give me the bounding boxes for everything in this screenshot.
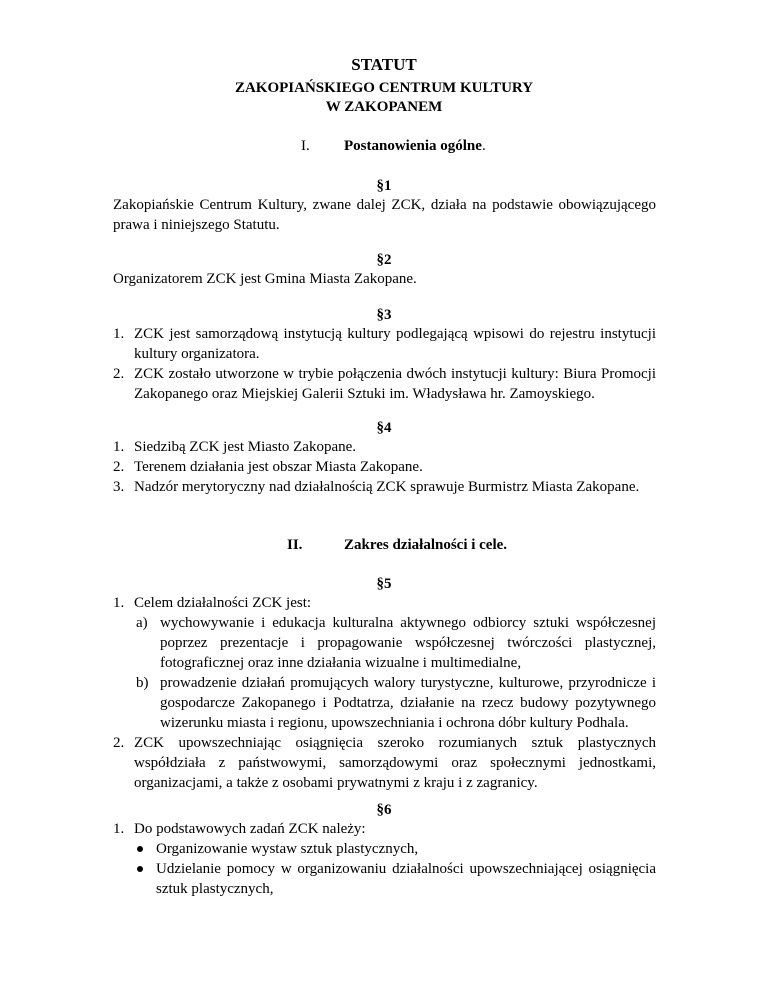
list-number: 1. <box>113 595 125 611</box>
list-item <box>113 733 656 793</box>
bullet-item-text: Organizowanie wystaw sztuk plastycznych, <box>156 841 419 857</box>
list-number: 1. <box>113 821 125 837</box>
paragraph-text: Zakopiańskie Centrum Kultury, zwane dalej ZCK, działa na podstawie obowiązującego prawa i niniejszego Statutu. <box>113 197 656 233</box>
bullet-icon <box>137 846 143 852</box>
paragraph-mark: §2 <box>376 252 392 268</box>
sub-list-item-text: prowadzenie działań promujących walory turystyczne, kulturowe, przyrodnicze i gospodarcze Zakopanego i Podtatrza, działanie na rzecz budowy pozytywnego wizerunku miasta i regionu, upowszechniania i ochrona dóbr kultury Podhala. <box>160 675 656 731</box>
paragraph-mark: §6 <box>376 802 392 818</box>
sub-list-letter: a) <box>136 615 148 631</box>
list-number: 2. <box>113 459 125 475</box>
chapter-title-end: . <box>481 138 486 154</box>
list-item-text: ZCK jest samorządową instytucją kultury podlegającą wpisowi do rejestru instytucji kultury organizatora. <box>134 326 656 362</box>
list-item <box>113 819 656 839</box>
paragraph-mark: §1 <box>376 178 392 194</box>
chapter-title: Zakres działalności i cele. <box>344 537 508 553</box>
paragraph-body <box>113 324 656 404</box>
paragraph-body <box>113 437 656 497</box>
paragraph-text: Organizatorem ZCK jest Gmina Miasta Zakopane. <box>113 271 417 287</box>
list-item-text: ZCK upowszechniając osiągnięcia szeroko rozumianych sztuk plastycznych współdziała z państwowymi, samorządowymi oraz społecznymi jednostkami, organizacjami, a także z osobami prywatnymi z kraju i z zagranicy. <box>134 735 656 791</box>
list-item-text: Do podstawowych zadań ZCK należy: <box>134 821 366 837</box>
sub-list-item-text: wychowywanie i edukacja kulturalna aktywnego odbiorcy sztuki współczesnej poprzez prezentacje i propagowanie współczesnej twórczości plastycznej, fotograficznej oraz inne działania wizualne i multimedialne, <box>160 615 656 671</box>
list-item-text: Nadzór merytoryczny nad działalnością ZCK sprawuje Burmistrz Miasta Zakopane. <box>134 479 640 495</box>
paragraph-mark: §4 <box>376 420 392 436</box>
list-number: 2. <box>113 735 125 751</box>
list-item <box>113 324 656 364</box>
bullet-item <box>113 839 656 859</box>
list-item <box>113 437 656 457</box>
bullet-item <box>113 859 656 899</box>
sub-list-item <box>113 613 656 673</box>
list-item <box>113 457 656 477</box>
paragraph-mark: §3 <box>376 307 392 323</box>
list-number: 1. <box>113 439 125 455</box>
chapter-number: II. <box>287 537 303 553</box>
sub-list-letter: b) <box>136 675 149 691</box>
list-number: 3. <box>113 479 125 495</box>
paragraph-body <box>113 819 656 899</box>
chapter-title: Postanowienia ogólne <box>344 138 482 154</box>
list-item-text: Terenem działania jest obszar Miasta Zakopane. <box>134 459 423 475</box>
sub-list-item <box>113 673 656 733</box>
list-item-text: Celem działalności ZCK jest: <box>134 595 312 611</box>
list-number: 1. <box>113 326 125 342</box>
paragraph-body <box>113 269 656 289</box>
bullet-icon <box>137 866 143 872</box>
paragraph-mark: §5 <box>376 576 392 592</box>
list-item-text: Siedzibą ZCK jest Miasto Zakopane. <box>134 439 357 455</box>
document-title: STATUT <box>351 55 417 74</box>
list-item <box>113 477 656 497</box>
list-item <box>113 364 656 404</box>
paragraph-body <box>113 593 656 793</box>
paragraph-body <box>113 195 656 235</box>
bullet-item-text: Udzielanie pomocy w organizowaniu działalności upowszechniającej osiągnięcia sztuk plastycznych, <box>156 861 656 897</box>
document-subtitle-location: W ZAKOPANEM <box>325 99 443 115</box>
list-number: 2. <box>113 366 125 382</box>
document-subtitle: ZAKOPIAŃSKIEGO CENTRUM KULTURY <box>234 80 534 96</box>
list-item <box>113 593 656 613</box>
chapter-number: I. <box>301 138 310 154</box>
list-item-text: ZCK zostało utworzone w trybie połączenia dwóch instytucji kultury: Biura Promocji Zakopanego oraz Miejskiej Galerii Sztuki im. Władysława hr. Zamoyskiego. <box>134 366 656 402</box>
